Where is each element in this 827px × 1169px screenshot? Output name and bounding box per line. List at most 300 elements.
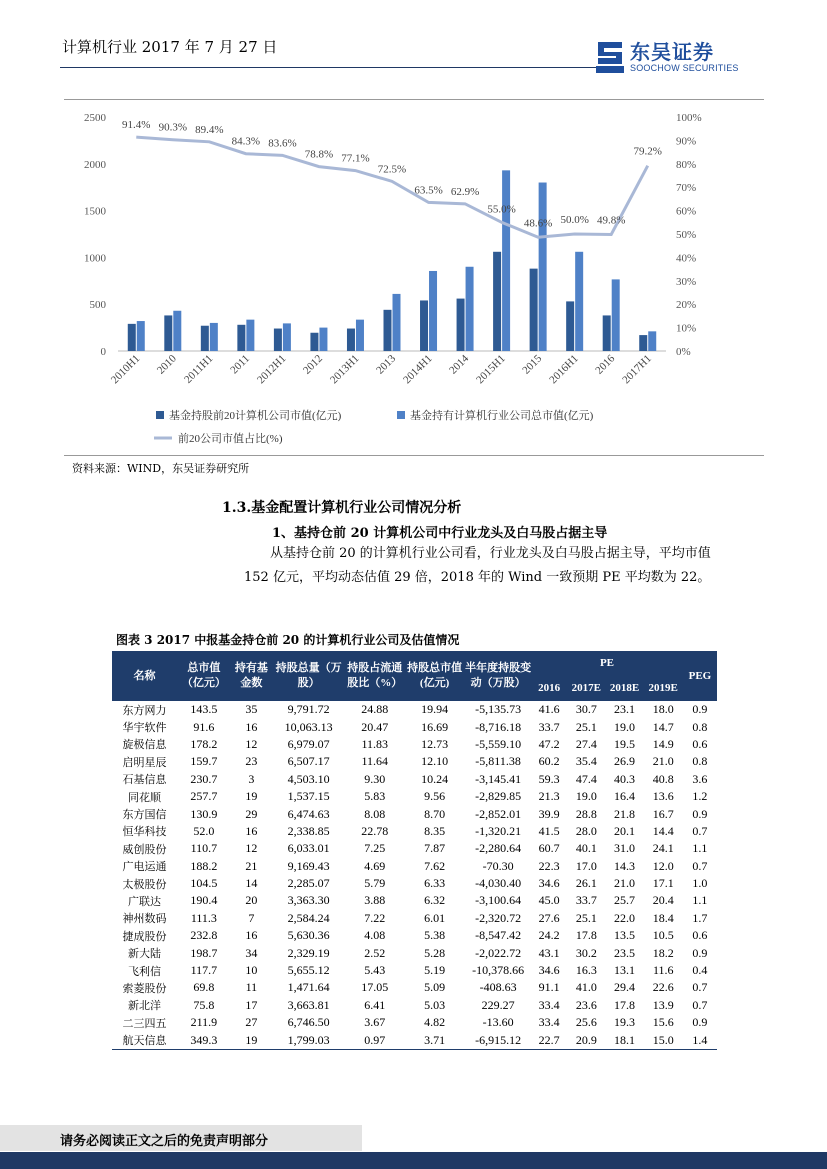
table-cell: 27.6 — [538, 910, 560, 925]
bar-series-1 — [493, 252, 501, 351]
col-header-pe-2018: 2018E — [605, 676, 643, 701]
col-header-shares: 持股总量（万股） — [272, 651, 345, 701]
table-cell: 19.0 — [614, 719, 636, 734]
table-cell: 24.88 — [361, 702, 389, 717]
scs-logo-icon — [594, 38, 626, 74]
table-cell: 25.7 — [614, 893, 636, 908]
table-cell: 9,791.72 — [287, 702, 330, 717]
table-row — [112, 701, 717, 718]
table-cell: 24.1 — [652, 841, 674, 856]
table-cell: 7.87 — [424, 841, 446, 856]
col-header-pe-2016: 2016 — [531, 676, 567, 701]
table-cell: 14.4 — [652, 823, 674, 838]
table-cell: 91.6 — [193, 719, 215, 734]
table-cell: 2,338.85 — [287, 823, 330, 838]
table-cell: 34.6 — [538, 963, 560, 978]
table-cell: 3,663.81 — [287, 997, 330, 1012]
x-tick-label: 2015 — [520, 352, 545, 377]
table-cell: 41.0 — [575, 980, 597, 995]
col-header-pe-2019: 2019E — [644, 676, 683, 701]
table-cell: 19.3 — [614, 1015, 636, 1030]
y-right-tick-label: 40% — [676, 252, 697, 265]
x-tick-label: 2010H1 — [108, 352, 143, 387]
company-name-cell: 石基信息 — [122, 773, 167, 787]
table-cell: 5.19 — [424, 963, 446, 978]
table-cell: -1,320.21 — [475, 823, 522, 838]
line-data-label: 62.9% — [450, 185, 480, 198]
y-left-tick-label: 0 — [100, 346, 106, 358]
table-cell: 1.4 — [683, 1031, 717, 1049]
table-cell: 27 — [245, 1015, 258, 1030]
table-cell: 1,471.64 — [287, 980, 330, 995]
table-cell: -5,135.73 — [475, 702, 522, 717]
table-cell: 1,537.15 — [287, 789, 330, 804]
table-cell: 1.1 — [692, 841, 708, 856]
table-cell: 15.0 — [644, 1031, 683, 1049]
line-data-label: 77.1% — [341, 152, 370, 165]
table-body — [112, 701, 717, 1049]
logo-chinese-name: 东吴证券 — [630, 40, 714, 64]
col-header-funds: 持有基金数 — [231, 651, 272, 701]
table-cell: 30.7 — [575, 702, 597, 717]
table-cell: 190.4 — [190, 893, 218, 908]
table-cell: 110.7 — [190, 841, 218, 856]
table-cell: 4,503.10 — [287, 771, 330, 786]
table-cell: 117.7 — [190, 963, 218, 978]
table-cell: 29 — [245, 806, 258, 821]
bar-series-1 — [420, 300, 428, 351]
table-cell: 13.5 — [614, 928, 636, 943]
line-data-label: 55.0% — [487, 203, 516, 216]
col-header-value: 持股总市值(亿元) — [404, 651, 465, 701]
table-cell: 11.83 — [361, 736, 388, 751]
x-tick-label: 2016 — [593, 352, 618, 377]
x-tick-label: 2010 — [154, 352, 179, 377]
table-cell: 3.67 — [364, 1015, 386, 1030]
bar-series-2 — [575, 252, 583, 351]
table-cell: 12.0 — [652, 858, 674, 873]
table-cell: 5.28 — [424, 945, 446, 960]
table-cell: 14 — [245, 876, 258, 891]
x-tick-label: 2014 — [447, 352, 472, 377]
section-subtitle: 1、基持仓前 20 计算机公司中行业龙头及白马股占据主导 — [272, 526, 608, 541]
table-cell: 0.8 — [692, 754, 708, 769]
table-row — [112, 840, 717, 857]
y-left-tick-label: 1500 — [84, 205, 106, 218]
table-cell: 0.9 — [692, 806, 708, 821]
table-cell: 16 — [245, 823, 258, 838]
table-cell: 188.2 — [190, 858, 218, 873]
table-cell: 3 — [248, 771, 255, 786]
table-cell: 9,169.43 — [287, 858, 330, 873]
table-cell: 52.0 — [193, 823, 215, 838]
y-right-tick-label: 60% — [676, 205, 697, 218]
col-header-change: 半年度持股变动（万股） — [465, 651, 531, 701]
table-cell: 21.0 — [614, 876, 636, 891]
table-cell: 10.5 — [652, 928, 674, 943]
table-cell: 0.7 — [692, 823, 708, 838]
bar-series-2 — [137, 321, 145, 351]
y-right-tick-label: 20% — [676, 299, 697, 312]
table-title: 图表 3 2017 中报基金持仓前 20 的计算机行业公司及估值情况 — [116, 633, 460, 647]
line-data-label: 78.8% — [304, 148, 334, 161]
table-cell: 20.1 — [614, 823, 636, 838]
table-cell: 11.64 — [361, 754, 388, 769]
table-cell: 25.1 — [575, 719, 597, 734]
table-row — [112, 927, 717, 944]
table-cell: -408.63 — [479, 980, 517, 995]
table-cell: 23.1 — [614, 702, 636, 717]
table-cell: 19.0 — [575, 789, 597, 804]
table-cell: 143.5 — [190, 702, 218, 717]
table-cell: 39.9 — [538, 806, 560, 821]
company-name-cell: 威创股份 — [122, 842, 167, 856]
table-cell: 10 — [245, 963, 258, 978]
table-cell: 27.4 — [575, 736, 597, 751]
bar-series-2 — [612, 279, 620, 351]
table-cell: 19 — [231, 1031, 272, 1049]
table-cell: 18.2 — [652, 945, 674, 960]
table-cell: 8.70 — [424, 806, 446, 821]
table-cell: -70.30 — [482, 858, 514, 873]
company-name-cell: 新大陆 — [128, 947, 162, 961]
table-cell: 159.7 — [190, 754, 218, 769]
line-data-label: 79.2% — [633, 145, 662, 158]
table-cell: 13.1 — [614, 963, 636, 978]
company-name-cell: 广联达 — [128, 894, 162, 908]
table-cell: 1.1 — [692, 893, 708, 908]
col-header-ratio: 持股占流通股比（%） — [345, 651, 404, 701]
table-cell: 33.7 — [538, 719, 560, 734]
table-cell: 349.3 — [177, 1031, 231, 1049]
x-tick-label: 2012H1 — [254, 352, 289, 387]
company-name-cell: 广电运通 — [122, 860, 167, 874]
company-name-cell: 同花顺 — [128, 790, 162, 804]
table-cell: 178.2 — [190, 736, 218, 751]
table-cell: 4.08 — [364, 928, 386, 943]
x-tick-label: 2011H1 — [182, 352, 216, 386]
table-cell: 8.08 — [364, 806, 386, 821]
company-name-cell: 索菱股份 — [122, 981, 167, 995]
table-cell: 20.9 — [567, 1031, 605, 1049]
table-cell: 28.0 — [575, 823, 597, 838]
table-cell: 33.4 — [538, 997, 560, 1012]
table-cell: 19 — [245, 789, 258, 804]
line-data-label: 50.0% — [560, 214, 589, 226]
table-row — [112, 771, 717, 788]
table-cell: 9.56 — [424, 789, 446, 804]
table-cell: 1,799.03 — [272, 1031, 345, 1049]
bar-series-2 — [539, 183, 547, 351]
bar-series-2 — [648, 331, 656, 351]
table-row — [112, 875, 717, 892]
y-left-tick-label: 500 — [89, 299, 106, 312]
table-cell: 0.7 — [692, 997, 708, 1012]
line-data-label: 84.3% — [231, 135, 261, 148]
table-cell: 3,363.30 — [287, 893, 330, 908]
table-cell: 14.7 — [652, 719, 674, 734]
table-row — [112, 823, 717, 840]
table-cell: 16 — [245, 719, 258, 734]
table-cell: -3,100.64 — [475, 893, 522, 908]
table-row — [112, 997, 717, 1014]
table-cell: 60.7 — [538, 841, 560, 856]
table-cell: 7.22 — [364, 910, 386, 925]
table-cell: 18.4 — [652, 910, 674, 925]
table-cell: 12 — [245, 841, 258, 856]
bar-series-1 — [384, 310, 392, 351]
table-cell: -8,547.42 — [475, 928, 522, 943]
y-left-tick-label: 2500 — [84, 112, 106, 124]
table-cell: 0.8 — [692, 719, 708, 734]
y-right-tick-label: 0% — [676, 346, 691, 358]
company-logo — [594, 36, 764, 80]
table-cell: -8,716.18 — [475, 719, 522, 734]
table-cell: 21.0 — [652, 754, 674, 769]
table-cell: 20.4 — [652, 893, 674, 908]
table-cell: 47.4 — [575, 771, 597, 786]
chart-container — [64, 99, 764, 456]
bar-series-1 — [274, 329, 282, 351]
table-cell: 33.7 — [575, 893, 597, 908]
table-cell: 28.8 — [575, 806, 597, 821]
table-cell: 3.71 — [404, 1031, 465, 1049]
company-name-cell: 航天信息 — [112, 1031, 177, 1049]
table-cell: 111.3 — [190, 910, 217, 925]
table-cell: 1.7 — [692, 910, 708, 925]
table-cell: -2,320.72 — [475, 910, 522, 925]
paragraph-text: 从基持仓前 20 的计算机行业公司看，行业龙头及白马股占据主导，平均市值 152 亿元，平均动态估值 29 倍，2018 年的 Wind 一致预期 PE 平均数为 22。 — [244, 546, 711, 585]
x-tick-label: 2016H1 — [547, 352, 581, 387]
table-cell: 35 — [245, 702, 258, 717]
table-row — [112, 1014, 717, 1031]
bar-series-1 — [347, 329, 355, 351]
table-cell: 21.8 — [614, 806, 636, 821]
col-header-name: 名称 — [112, 651, 177, 701]
line-data-label: 48.6% — [523, 217, 553, 230]
table-cell: 6.01 — [424, 910, 446, 925]
company-name-cell: 旋极信息 — [122, 738, 167, 752]
company-name-cell: 新北洋 — [128, 999, 162, 1013]
y-right-tick-label: 90% — [676, 135, 697, 148]
company-name-cell: 太极股份 — [122, 877, 167, 891]
table-cell: -6,915.12 — [465, 1031, 531, 1049]
table-cell: 20.47 — [361, 719, 389, 734]
chart-source: 资料来源：WIND，东吴证券研究所 — [72, 462, 250, 475]
table-cell: 4.82 — [424, 1015, 446, 1030]
table-cell: 75.8 — [193, 997, 215, 1012]
table-cell: 5.09 — [424, 980, 446, 995]
table-cell: 40.3 — [614, 771, 636, 786]
y-right-tick-label: 70% — [676, 182, 697, 195]
table-row — [112, 910, 717, 927]
table-cell: 3.6 — [692, 771, 708, 786]
table-cell: 17.05 — [361, 980, 389, 995]
table-cell: 0.4 — [692, 963, 708, 978]
bar-series-2 — [393, 294, 401, 351]
table-cell: 6,979.07 — [287, 736, 330, 751]
table-cell: 7.62 — [424, 858, 446, 873]
table-cell: 6,033.01 — [287, 841, 330, 856]
table-cell: -2,022.72 — [475, 945, 522, 960]
line-data-label: 89.4% — [195, 123, 224, 136]
bar-series-2 — [283, 323, 291, 351]
table-cell: 14.9 — [652, 736, 674, 751]
table-cell: 23.5 — [614, 945, 636, 960]
table-cell: 5,655.12 — [287, 963, 330, 978]
y-right-tick-label: 100% — [676, 112, 702, 124]
table-row — [112, 1031, 717, 1049]
bar-series-2 — [173, 311, 181, 351]
table-cell: 11.6 — [652, 963, 674, 978]
table-cell: 60.2 — [538, 754, 560, 769]
table-row — [112, 788, 717, 805]
table-cell: -13.60 — [482, 1015, 514, 1030]
table-cell: 20 — [245, 893, 258, 908]
table-cell: 22.6 — [652, 980, 674, 995]
table-cell: 43.1 — [538, 945, 560, 960]
table-cell: 230.7 — [190, 771, 218, 786]
table-row — [112, 979, 717, 996]
table-cell: 23 — [245, 754, 258, 769]
table-row — [112, 736, 717, 753]
y-left-tick-label: 2000 — [84, 158, 106, 171]
logo-english-name: SOOCHOW SECURITIES — [630, 63, 739, 73]
table-cell: 6.41 — [364, 997, 386, 1012]
table-cell: 25.6 — [575, 1015, 597, 1030]
table-cell: 23.6 — [575, 997, 597, 1012]
table-cell: 22.78 — [361, 823, 389, 838]
table-cell: 11 — [245, 980, 258, 995]
table-cell: 130.9 — [190, 806, 218, 821]
table-cell: 5.83 — [364, 789, 386, 804]
table-cell: 24.2 — [538, 928, 560, 943]
col-header-pe-2017: 2017E — [567, 676, 605, 701]
header-rule — [60, 67, 596, 68]
section-title: 1.3.基金配置计算机行业公司情况分析 — [222, 500, 462, 516]
x-tick-label: 2015H1 — [474, 352, 508, 387]
table-cell: 13.6 — [652, 789, 674, 804]
table-cell: 34 — [245, 945, 258, 960]
table-cell: 6,507.17 — [287, 754, 330, 769]
legend-label: 基金持有计算机行业公司总市值(亿元) — [410, 410, 594, 422]
table-cell: 18.1 — [605, 1031, 643, 1049]
line-data-label: 72.5% — [377, 163, 407, 176]
table-cell: 12 — [245, 736, 258, 751]
company-name-cell: 华宇软件 — [122, 721, 167, 735]
table-cell: 257.7 — [190, 789, 218, 804]
table-cell: 8.35 — [424, 823, 446, 838]
table-cell: 10.24 — [421, 771, 449, 786]
table-cell: 0.9 — [692, 945, 708, 960]
table-cell: 6.32 — [424, 893, 446, 908]
table-cell: 33.4 — [538, 1015, 560, 1030]
table-cell: 7 — [248, 910, 255, 925]
bar-series-2 — [246, 320, 254, 351]
table-cell: -2,829.85 — [475, 789, 522, 804]
table-cell: -2,280.64 — [475, 841, 522, 856]
y-left-tick-label: 1000 — [84, 252, 106, 265]
table-cell: 1.2 — [692, 789, 708, 804]
table-cell: 0.7 — [692, 980, 708, 995]
table-cell: 22.3 — [538, 858, 560, 873]
table-cell: 6,474.63 — [287, 806, 330, 821]
company-name-cell: 二三四五 — [122, 1016, 167, 1030]
bar-series-1 — [201, 326, 209, 351]
table-cell: 5.79 — [364, 876, 386, 891]
bar-series-1 — [530, 269, 538, 351]
table-cell: 59.3 — [538, 771, 560, 786]
table-row — [112, 805, 717, 822]
table-cell: 25.1 — [575, 910, 597, 925]
col-header-pe: PE — [531, 651, 683, 676]
table-row — [112, 753, 717, 770]
bar-series-2 — [502, 170, 510, 351]
table-cell: 229.27 — [481, 997, 515, 1012]
bar-series-2 — [466, 267, 474, 351]
header-text: 计算机行业 2017 年 7 月 27 日 — [62, 38, 278, 56]
table-cell: 6.33 — [424, 876, 446, 891]
table-cell: 16.7 — [652, 806, 674, 821]
section-paragraph — [244, 542, 714, 590]
table-cell: 9.30 — [364, 771, 386, 786]
table-cell: 16 — [245, 928, 258, 943]
bar-series-1 — [310, 333, 318, 351]
table-cell: 0.7 — [692, 858, 708, 873]
footer-rule — [0, 1152, 827, 1169]
bar-series-1 — [566, 301, 574, 351]
table-cell: 17.0 — [575, 858, 597, 873]
table-cell: 21 — [245, 858, 258, 873]
bar-series-1 — [164, 315, 172, 351]
legend-swatch — [156, 411, 164, 419]
table-cell: 0.97 — [345, 1031, 404, 1049]
company-name-cell: 飞利信 — [128, 964, 162, 978]
bar-series-1 — [457, 299, 465, 351]
table-cell: 41.5 — [538, 823, 560, 838]
table-cell: 5.03 — [424, 997, 446, 1012]
company-name-cell: 东方国信 — [122, 808, 167, 822]
line-data-label: 63.5% — [414, 184, 443, 197]
y-right-tick-label: 30% — [676, 275, 697, 288]
company-name-cell: 神州数码 — [122, 912, 167, 926]
table-cell: 7.25 — [364, 841, 386, 856]
table-row — [112, 718, 717, 735]
table-cell: 232.8 — [190, 928, 218, 943]
table-cell: 18.0 — [652, 702, 674, 717]
x-tick-label: 2014H1 — [401, 352, 435, 387]
table-cell: 198.7 — [190, 945, 218, 960]
table-cell: 0.9 — [692, 702, 708, 717]
company-name-cell: 恒华科技 — [122, 825, 167, 839]
company-name-cell: 东方网力 — [122, 703, 167, 717]
table-cell: 5.43 — [364, 963, 386, 978]
market-value-chart — [64, 100, 764, 455]
table-cell: 0.6 — [692, 928, 708, 943]
legend-label: 前20公司市值占比(%) — [178, 433, 283, 445]
table-cell: 14.3 — [614, 858, 636, 873]
x-tick-label: 2012 — [301, 352, 326, 377]
table-cell: 5.38 — [424, 928, 446, 943]
table-cell: 35.4 — [575, 754, 597, 769]
table-cell: 17.8 — [614, 997, 636, 1012]
table-row — [112, 892, 717, 909]
bar-series-2 — [356, 320, 364, 351]
table-cell: 34.6 — [538, 876, 560, 891]
bar-series-1 — [603, 315, 611, 351]
table-cell: 2,584.24 — [287, 910, 330, 925]
table-cell: -5,811.38 — [475, 754, 521, 769]
